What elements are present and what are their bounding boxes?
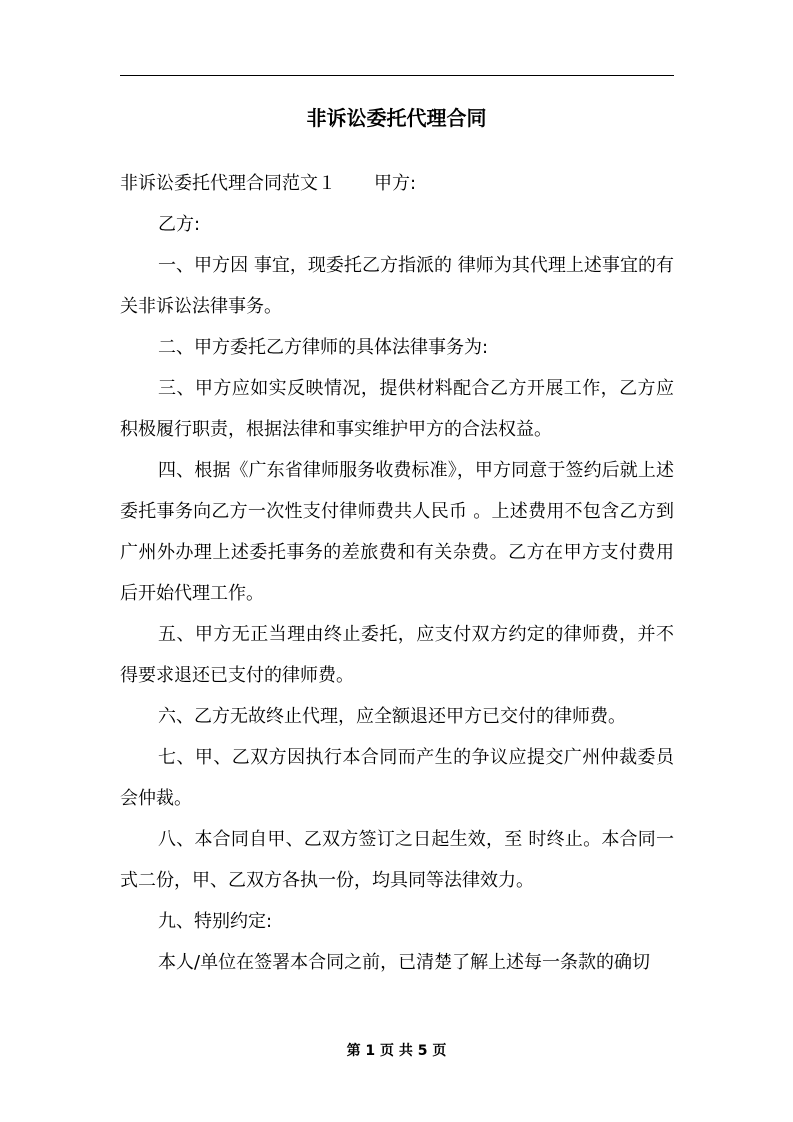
intro-line <box>120 163 674 204</box>
clause-4: 四、根据《广东省律师服务收费标准》，甲方同意于签约后就上述委托事务向乙方一次性支付律师费共人民币 。上述费用不包含乙方到广州外办理上述委托事务的差旅费和有关杂费。乙方在甲方支付费用后开始代理工作。 <box>120 460 674 604</box>
clause-3: 三、甲方应如实反映情况，提供材料配合乙方开展工作，乙方应积极履行职责，根据法律和事实维护甲方的合法权益。 <box>120 378 674 440</box>
clause-9: 九、特别约定: <box>158 911 273 932</box>
acknowledgement-paragraph: 本人/单位在签署本合同之前，已清楚了解上述每一条款的确切 <box>158 952 651 973</box>
clause-2: 二、甲方委托乙方律师的具体法律事务为: <box>158 337 489 358</box>
clause-1: 一、甲方因 事宜，现委托乙方指派的 律师为其代理上述事宜的有关非诉讼法律事务。 <box>120 255 674 317</box>
page-footer: 第 1 页 共 5 页 <box>346 1043 447 1059</box>
party-a-label: 甲方: <box>374 173 417 194</box>
document-body <box>120 163 674 983</box>
header-rule <box>120 75 674 76</box>
clause-6: 六、乙方无故终止代理，应全额退还甲方已交付的律师费。 <box>158 706 626 727</box>
intro-text: 非诉讼委托代理合同范文１ <box>120 173 336 194</box>
clause-7: 七、甲、乙双方因执行本合同而产生的争议应提交广州仲裁委员会仲裁。 <box>120 747 674 809</box>
clause-8: 八、本合同自甲、乙双方签订之日起生效，至 时终止。本合同一式二份，甲、乙双方各执一份，均具同等法律效力。 <box>120 829 674 891</box>
clause-5: 五、甲方无正当理由终止委托，应支付双方约定的律师费，并不得要求退还已支付的律师费。 <box>120 624 674 686</box>
document-title: 非诉讼委托代理合同 <box>306 106 487 130</box>
paragraph-party-b: 乙方: <box>158 214 201 235</box>
